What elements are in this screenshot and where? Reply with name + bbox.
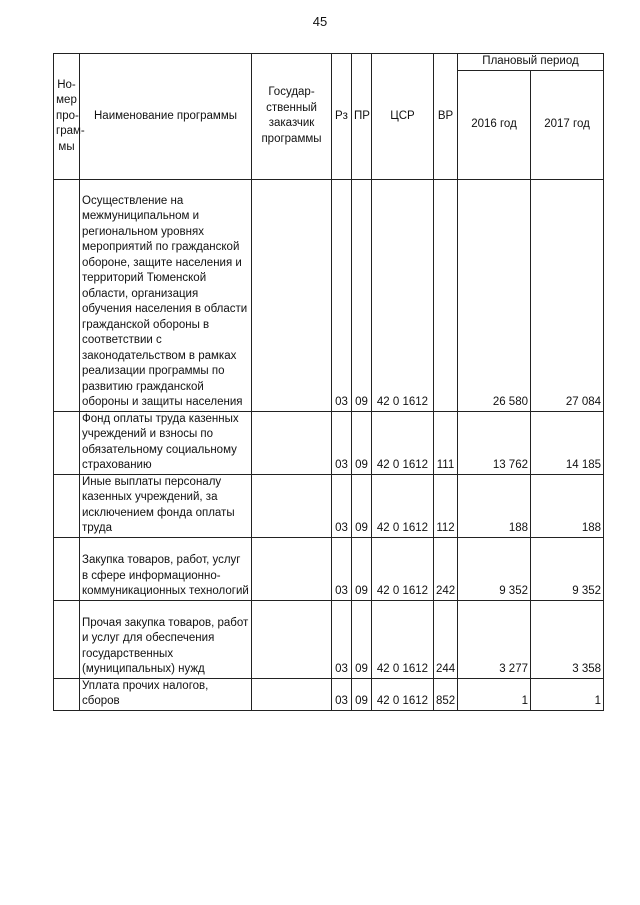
- header-year-2016: 2016 год: [458, 70, 531, 179]
- header-number-line: мы: [58, 140, 75, 153]
- page-number: 45: [312, 14, 328, 29]
- vr-cell: 242: [434, 537, 458, 600]
- table-row: [54, 474, 604, 537]
- customer-cell: [252, 474, 332, 537]
- customer-cell: [252, 411, 332, 474]
- program-number-cell: [54, 678, 80, 710]
- amount-2016-cell: 188: [458, 474, 531, 537]
- pr-cell: 09: [352, 474, 372, 537]
- amount-2017-cell: 3 358: [531, 600, 604, 678]
- csr-cell: 42 0 1612: [372, 179, 434, 411]
- amount-2016-cell: 9 352: [458, 537, 531, 600]
- rz-cell: 03: [332, 537, 352, 600]
- header-number-line: Но-: [57, 78, 76, 91]
- table-row: [54, 600, 604, 678]
- program-name-cell: Уплата прочих налогов, сборов: [80, 678, 252, 710]
- rz-cell: 03: [332, 678, 352, 710]
- pr-cell: 09: [352, 537, 372, 600]
- vr-cell: [434, 179, 458, 411]
- amount-2017-cell: 1: [531, 678, 604, 710]
- rz-cell: 03: [332, 411, 352, 474]
- header-customer-line: заказчик: [268, 117, 315, 130]
- program-name-cell: Иные выплаты персоналу казенных учреждений, за исключением фонда оплаты труда: [80, 474, 252, 537]
- table-row: [54, 179, 604, 411]
- header-year-2017: 2017 год: [531, 70, 604, 179]
- customer-cell: [252, 537, 332, 600]
- header-number: [54, 54, 85, 180]
- header-vr: ВР: [434, 54, 458, 180]
- customer-cell: [252, 678, 332, 710]
- header-customer: [252, 54, 332, 180]
- table-row: [54, 537, 604, 600]
- program-name-cell: Осуществление на межмуниципальном и региональном уровнях мероприятий по гражданской обороне, защите населения и территорий Тюменской области, организация обучения населения в области гражданской обороны в соответствии с законодательством в рамках реализации программы по развитию гражданской обороны и защиты населения: [80, 179, 252, 411]
- vr-cell: 112: [434, 474, 458, 537]
- header-pr: ПР: [352, 54, 372, 180]
- vr-cell: 244: [434, 600, 458, 678]
- customer-cell: [252, 600, 332, 678]
- amount-2017-cell: 27 084: [531, 179, 604, 411]
- header-number-line: мер: [56, 94, 77, 106]
- vr-cell: 111: [434, 411, 458, 474]
- header-customer-line: Государ-: [268, 86, 315, 99]
- header-customer-line: программы: [261, 132, 322, 145]
- program-number-cell: [54, 600, 80, 678]
- pr-cell: 09: [352, 179, 372, 411]
- header-csr: ЦСР: [372, 54, 434, 180]
- csr-cell: 42 0 1612: [372, 411, 434, 474]
- table-row: [54, 411, 604, 474]
- rz-cell: 03: [332, 474, 352, 537]
- program-name-cell: Фонд оплаты труда казенных учреждений и взносы по обязательному социальному страхованию: [80, 411, 252, 474]
- header-number-line: про-: [56, 109, 79, 122]
- budget-table: [53, 53, 604, 711]
- program-number-cell: [54, 411, 80, 474]
- header-customer-line: ственный: [266, 101, 317, 114]
- amount-2016-cell: 26 580: [458, 179, 531, 411]
- amount-2016-cell: 1: [458, 678, 531, 710]
- amount-2017-cell: 188: [531, 474, 604, 537]
- pr-cell: 09: [352, 411, 372, 474]
- pr-cell: 09: [352, 600, 372, 678]
- csr-cell: 42 0 1612: [372, 474, 434, 537]
- rz-cell: 03: [332, 600, 352, 678]
- amount-2016-cell: 3 277: [458, 600, 531, 678]
- program-name-cell: Прочая закупка товаров, работ и услуг для обеспечения государственных (муниципальных) нужд: [80, 600, 252, 678]
- header-row-top: [54, 54, 604, 71]
- header-planned-period: Плановый период: [458, 54, 604, 71]
- program-name-cell: Закупка товаров, работ, услуг в сфере информационно-коммуникационных технологий: [80, 537, 252, 600]
- program-number-cell: [54, 179, 80, 411]
- csr-cell: 42 0 1612: [372, 537, 434, 600]
- csr-cell: 42 0 1612: [372, 600, 434, 678]
- pr-cell: 09: [352, 678, 372, 710]
- program-number-cell: [54, 474, 80, 537]
- amount-2016-cell: 13 762: [458, 411, 531, 474]
- customer-cell: [252, 179, 332, 411]
- table-row: [54, 678, 604, 710]
- header-number-line: грам-: [56, 125, 85, 137]
- header-name: Наименование программы: [80, 54, 252, 180]
- amount-2017-cell: 14 185: [531, 411, 604, 474]
- rz-cell: 03: [332, 179, 352, 411]
- csr-cell: 42 0 1612: [372, 678, 434, 710]
- amount-2017-cell: 9 352: [531, 537, 604, 600]
- vr-cell: 852: [434, 678, 458, 710]
- program-number-cell: [54, 537, 80, 600]
- header-rz: Рз: [332, 54, 352, 180]
